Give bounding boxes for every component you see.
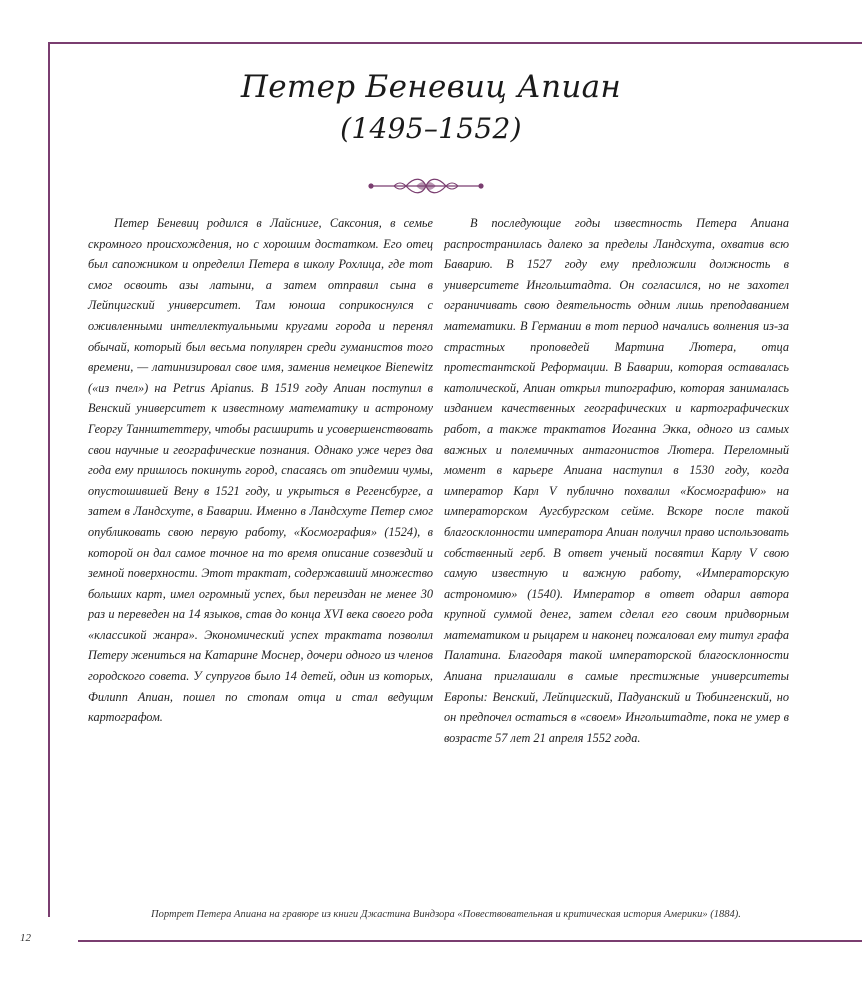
frame-left-line <box>48 42 50 917</box>
portrait-caption: Портрет Петера Апиана на гравюре из книги Джастина Виндзора «Повествовательная и критическая история Америки» (1884). <box>151 909 741 920</box>
flourish-divider-icon <box>366 175 486 197</box>
title-years: (1495–1552) <box>340 112 522 145</box>
page-number: 12 <box>20 932 31 944</box>
title-name: Петер Беневиц Апиан <box>240 69 622 105</box>
paragraph-right: В последующие годы известность Петера Апиана распространилась далеко за пределы Ландсхута, охватив всю Баварию. В 1527 году ему предложили должность в университете Ингольштадта. Он согласился, но не захотел ограничивать свою деятельность одним лишь преподаванием математики. В Германии в тот период начались волнения из-за страстных проповедей Мартина Лютера, отца протестантской Реформации. В Баварии, которая оставалась католической, Апиан открыл типографию, которая занималась изданием качественных географических и картографических работ, а также трактатов Иоганна Экка, одного из самых важных и полемичных антагонистов Лютера. Переломный момент в карьере Апиана наступил в 1530 году, когда император Карл V публично похвалил «Космографию» на императорском Аугсбургском сейме. Вскоре после такой благосклонности императора Апиан получил право использовать собственный герб. В ответ ученый посвятил Карлу V свою самую известную и важную работу, «Императорскую астрономию» (1540). Император в ответ одарил автора крупной суммой денег, затем сделал его своим придворным математиком и рыцарем и наконец пожаловал ему титул графа Палатина. Благодаря такой императорской благосклонности Апиана приглашали в самые престижные университеты Европы: Венский, Лейпцигский, Падуанский и Тюбингенский, но он предпочел остаться в «своем» Ингольштадте, пока не умер в возрасте 57 лет 21 апреля 1552 года. <box>444 216 789 745</box>
frame-top-line <box>48 42 862 44</box>
text-column-right <box>444 213 789 748</box>
frame-bottom-line <box>78 940 862 942</box>
paragraph-left: Петер Беневиц родился в Лайсниге, Саксония, в семье скромного происхождения, но с хорошим достатком. Его отец был сапожником и определил Петера в школу Рохлица, где тот смог освоить азы латыни, а затем отправил сына в Лейпцигский университет. Там юноша соприкоснулся с оживленными интеллектуальными кругами города и перенял обычай, который был весьма популярен среди гуманистов того времени, — латинизировал свое имя, заменив немецкое Bienewitz («из пчел») на Petrus Apianus. В 1519 году Апиан поступил в Венский университет к известному математику и астроному Георгу Таннштеттеру, чтобы расширить и усовершенствовать свои научные и географические познания. Однако уже через два года ему пришлось покинуть город, спасаясь от эпидемии чумы, опустошившей Вену в 1521 году, и укрыться в Регенсбурге, а затем в Ландсхуте, в Баварии. Именно в Ландсхуте Петер смог опубликовать свою первую работу, «Космография» (1524), в которой он дал самое точное на то время описание созвездий и земной поверхности. Этот трактат, содержавший множество больших карт, имел огромный успех, был переиздан не менее 30 раз и переведен на 14 языков, став до конца XVI века своего рода «классикой жанра». Экономический успех трактата позволил Петеру жениться на Катарине Моснер, дочери одного из членов городского совета. У супругов было 14 детей, один из которых, Филипп Апиан, пошел по стопам отца и стал ведущим картографом. <box>88 216 433 725</box>
page-title <box>0 66 862 150</box>
text-column-left <box>88 213 433 728</box>
